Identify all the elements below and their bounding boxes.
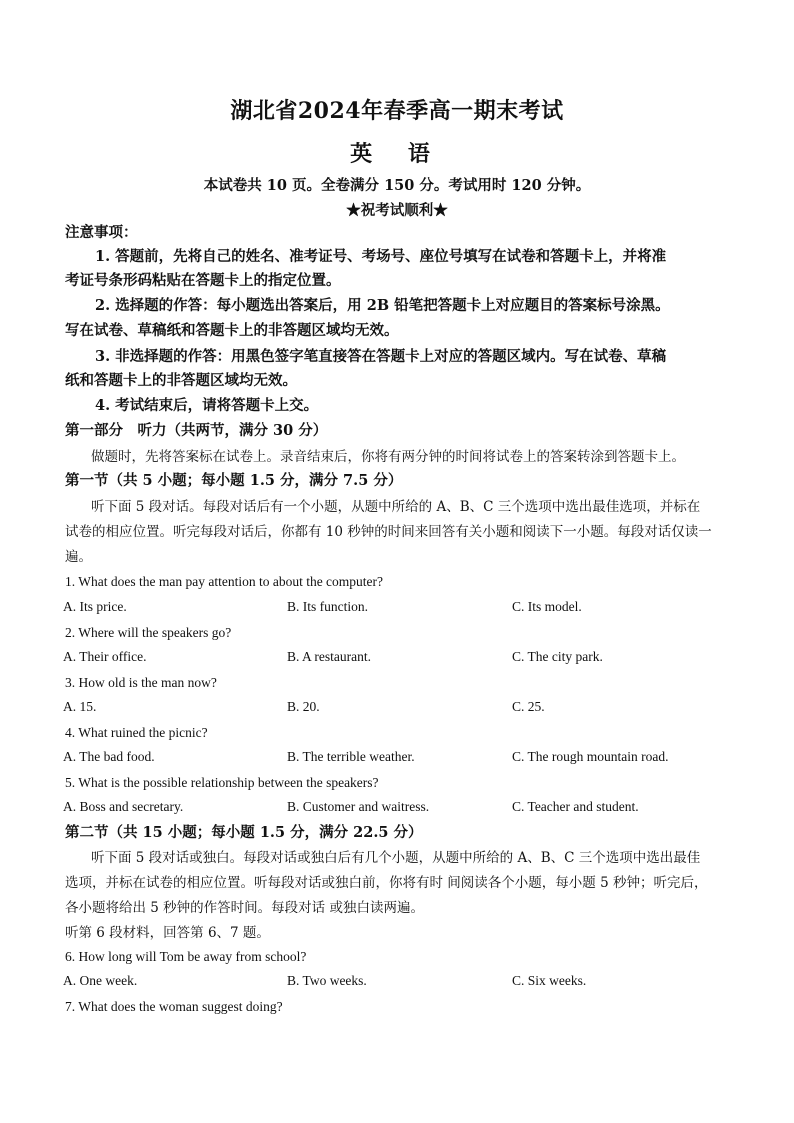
q1-option-c: C. Its model. <box>512 599 582 614</box>
q1-option-a: A. Its price. <box>63 599 127 614</box>
section2-instr-2: 选项，并标在试卷的相应位置。听每段对话或独白前，你将有时 间阅读各个小题，每小题 5 秒钟；听完后， <box>65 875 708 891</box>
q4-option-b: B. The terrible weather. <box>287 749 415 764</box>
question-4: 4. What ruined the picnic? <box>65 725 208 740</box>
q5-option-a: A. Boss and secretary. <box>63 799 184 814</box>
q3-option-c: C. 25. <box>512 699 545 714</box>
section1-instr-1: 听下面 5 段对话。每段对话后有一个小题，从题中所给的 A、B、C 三个选项中选出最佳选项，并标在 <box>91 499 701 515</box>
q5-option-b: B. Customer and waitress. <box>287 799 430 814</box>
q4-option-a: A. The bad food. <box>63 749 155 764</box>
q2-option-a: A. Their office. <box>63 649 147 664</box>
question-1: 1. What does the man pay attention to about the computer? <box>65 574 384 589</box>
note-2-line-1: 2. 选择题的作答：每小题选出答案后，用 2B 铅笔把答题卡上对应题目的答案标号涂黑。 <box>95 297 670 314</box>
q6-option-c: C. Six weeks. <box>512 973 587 988</box>
exam-wish: ★祝考试顺利★ <box>346 202 448 219</box>
subject-title: 英 语 <box>350 141 444 167</box>
question-5: 5. What is the possible relationship between the speakers? <box>65 775 379 790</box>
question-2: 2. Where will the speakers go? <box>65 625 232 640</box>
material-6-note: 听第 6 段材料，回答第 6、7 题。 <box>65 925 270 941</box>
part1-heading: 第一部分 听力（共两节，满分 30 分） <box>65 422 328 439</box>
q5-option-c: C. Teacher and student. <box>512 799 639 814</box>
exam-info: 本试卷共 10 页。全卷满分 150 分。考试用时 120 分钟。 <box>203 177 591 194</box>
note-4: 4. 考试结束后，请将答题卡上交。 <box>95 397 319 414</box>
exam-title: 湖北省2024年春季高一期末考试 <box>230 98 564 124</box>
q6-option-b: B. Two weeks. <box>287 973 367 988</box>
note-1-line-1: 1. 答题前，先将自己的姓名、准考证号、考场号、座位号填写在试卷和答题卡上，并将准 <box>95 248 667 265</box>
notes-heading: 注意事项： <box>65 224 138 241</box>
question-3: 3. How old is the man now? <box>65 675 217 690</box>
q3-option-a: A. 15. <box>63 699 97 714</box>
q1-option-b: B. Its function. <box>287 599 368 614</box>
note-3-line-1: 3. 非选择题的作答：用黑色签字笔直接答在答题卡上对应的答题区域内。写在试卷、草稿 <box>95 348 667 365</box>
q2-option-c: C. The city park. <box>512 649 603 664</box>
q3-option-b: B. 20. <box>287 699 320 714</box>
question-7: 7. What does the woman suggest doing? <box>65 999 283 1014</box>
section2-instr-3: 各小题将给出 5 秒钟的作答时间。每段对话 或独白读两遍。 <box>65 900 424 916</box>
section1-heading: 第一节（共 5 小题；每小题 1.5 分，满分 7.5 分） <box>65 472 403 489</box>
section2-heading: 第二节（共 15 小题；每小题 1.5 分，满分 22.5 分） <box>65 824 423 841</box>
section2-instr-1: 听下面 5 段对话或独白。每段对话或独白后有几个小题，从题中所给的 A、B、C 三个选项中选出最佳 <box>91 850 701 866</box>
q4-option-c: C. The rough mountain road. <box>512 749 669 764</box>
section1-instr-2: 试卷的相应位置。听完每段对话后，你都有 10 秒钟的时间来回答有关小题和阅读下一小题。每段对话仅读一 <box>65 524 712 540</box>
note-3-line-2: 纸和答题卡上的非答题区域均无效。 <box>65 372 297 389</box>
q2-option-b: B. A restaurant. <box>287 649 371 664</box>
note-1-line-2: 考证号条形码粘贴在答题卡上的指定位置。 <box>65 272 341 289</box>
part1-intro: 做题时，先将答案标在试卷上。录音结束后，你将有两分钟的时间将试卷上的答案转涂到答题卡上。 <box>91 449 685 465</box>
note-2-line-2: 写在试卷、草稿纸和答题卡上的非答题区域均无效。 <box>65 322 399 339</box>
question-6: 6. How long will Tom be away from school? <box>65 949 307 964</box>
q6-option-a: A. One week. <box>63 973 138 988</box>
section1-instr-3: 遍。 <box>65 549 92 565</box>
